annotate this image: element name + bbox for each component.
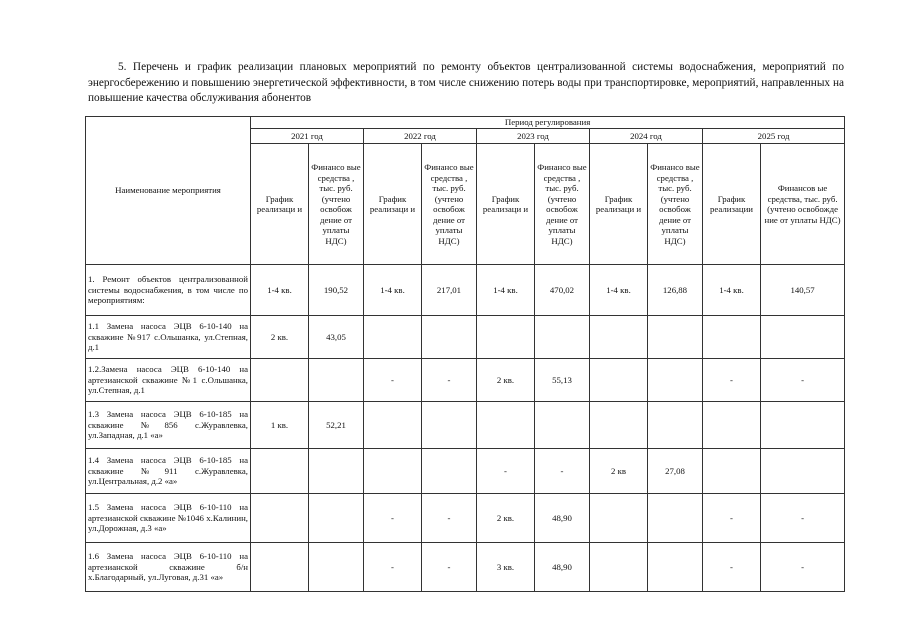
finance-column-header: Финансо вые средства , тыс. руб. (учтено освобож дение от уплаты НДС) [535,144,590,265]
measure-name: 1.6 Замена насоса ЭЦВ 6-10-110 на артезианской скважине б/н х.Благодарный, ул.Луговая, д.31 «а» [86,543,251,592]
table-cell: 2 кв [590,449,648,494]
table-cell: - [364,494,422,543]
table-cell: 2 кв. [477,359,535,402]
table-cell: 48,90 [535,494,590,543]
schedule-column-header: График реализаци и [364,144,422,265]
year-header: 2022 год [364,129,477,144]
table-cell [422,402,477,449]
table-cell [251,543,309,592]
table-cell [703,402,761,449]
table-row [86,494,845,543]
table-cell: 2 кв. [251,316,309,359]
table-cell [422,449,477,494]
table-cell: 55,13 [535,359,590,402]
finance-column-header: Финансо вые средства , тыс. руб. (учтено освобож дение от уплаты НДС) [422,144,477,265]
table-cell [590,316,648,359]
table-cell: 140,57 [761,265,845,316]
table-cell [535,316,590,359]
table-cell [648,494,703,543]
table-cell: 27,08 [648,449,703,494]
table-cell [309,494,364,543]
finance-column-header: Финансов ые средства, тыс. руб. (учтено освобожде ние от уплаты НДС) [761,144,845,265]
table-cell [364,402,422,449]
table-cell [703,449,761,494]
finance-column-header: Финансо вые средства , тыс. руб. (учтено освобож дение от уплаты НДС) [309,144,364,265]
schedule-column-header: График реализаци и [251,144,309,265]
table-cell: 2 кв. [477,494,535,543]
period-header: Период регулирования [251,117,845,129]
table-cell: 3 кв. [477,543,535,592]
measure-name: 1. Ремонт объектов централизованной системы водоснабжения, в том числе по мероприятиям: [86,265,251,316]
table-cell: - [703,543,761,592]
table-cell [648,543,703,592]
table-cell [648,316,703,359]
table-row [86,449,845,494]
table-row [86,543,845,592]
table-cell: 43,05 [309,316,364,359]
table-cell [590,359,648,402]
table-cell [590,494,648,543]
table-cell [648,359,703,402]
section-heading-text: 5. Перечень и график реализации плановых мероприятий по ремонту объектов централизованной системы водоснабжения, мероприятий по энергосбережению и повышению энергетической эффективности, в том числе снижению потерь воды при транспортировке, мероприятий, направленных на повышение качества обслуживания абонентов [88,61,844,105]
table-cell [761,449,845,494]
measure-name: 1.5 Замена насоса ЭЦВ 6-10-110 на артезианской скважине №1046 х.Калинин, ул.Дорожная, д.3 «а» [86,494,251,543]
table-cell [590,402,648,449]
table-cell [648,402,703,449]
table-cell: - [761,494,845,543]
table-cell [422,316,477,359]
year-header: 2021 год [251,129,364,144]
table-cell: 1-4 кв. [251,265,309,316]
finance-column-header: Финансо вые средства , тыс. руб. (учтено освобож дение от уплаты НДС) [648,144,703,265]
table-cell: - [422,359,477,402]
year-header: 2023 год [477,129,590,144]
table-cell [761,402,845,449]
schedule-column-header: График реализации [703,144,761,265]
table-cell [251,494,309,543]
table-cell: - [761,543,845,592]
measure-name: 1.4 Замена насоса ЭЦВ 6-10-185 на скважине №911 с.Журавлевка, ул.Центральная, д.2 «а» [86,449,251,494]
table-row [86,359,845,402]
table-cell: - [535,449,590,494]
schedule-column-header: График реализаци и [590,144,648,265]
table-cell [761,316,845,359]
table-cell: 1-4 кв. [590,265,648,316]
table-cell: - [364,359,422,402]
table-cell: - [422,543,477,592]
table-cell [535,402,590,449]
table-cell [590,543,648,592]
year-header: 2025 год [703,129,845,144]
table-cell: 1 кв. [251,402,309,449]
table-cell [309,359,364,402]
table-cell [309,543,364,592]
table-cell: - [422,494,477,543]
table-cell [364,316,422,359]
table-cell: - [703,359,761,402]
table-cell [703,316,761,359]
table-cell: 126,88 [648,265,703,316]
name-column-header: Наименование мероприятия [86,117,251,265]
measure-name: 1.1 Замена насоса ЭЦВ 6-10-140 на скважине №917 с.Ольшанка, ул.Степная, д.1 [86,316,251,359]
table-cell: - [761,359,845,402]
table-cell [309,449,364,494]
table-cell: 48,90 [535,543,590,592]
table-row [86,316,845,359]
table-cell: - [477,449,535,494]
table-cell: - [703,494,761,543]
table-cell [477,402,535,449]
measure-name: 1.3 Замена насоса ЭЦВ 6-10-185 на скважине №856 с.Журавлевка, ул.Западная, д.1 «а» [86,402,251,449]
schedule-column-header: График реализаци и [477,144,535,265]
table-cell: 470,02 [535,265,590,316]
table-cell: - [364,543,422,592]
table-row [86,265,845,316]
table-cell: 52,21 [309,402,364,449]
plan-table [85,116,845,592]
table-row [86,402,845,449]
table-cell: 1-4 кв. [703,265,761,316]
year-header: 2024 год [590,129,703,144]
section-heading [88,60,844,107]
table-cell [251,449,309,494]
table-cell: 1-4 кв. [364,265,422,316]
table-cell: 1-4 кв. [477,265,535,316]
table-cell [477,316,535,359]
table-cell [364,449,422,494]
table-cell: 190,52 [309,265,364,316]
measure-name: 1.2.Замена насоса ЭЦВ 6-10-140 на артезианской скважине №1 с.Ольшанка, ул.Степная, д.1 [86,359,251,402]
table-cell: 217,01 [422,265,477,316]
table-cell [251,359,309,402]
